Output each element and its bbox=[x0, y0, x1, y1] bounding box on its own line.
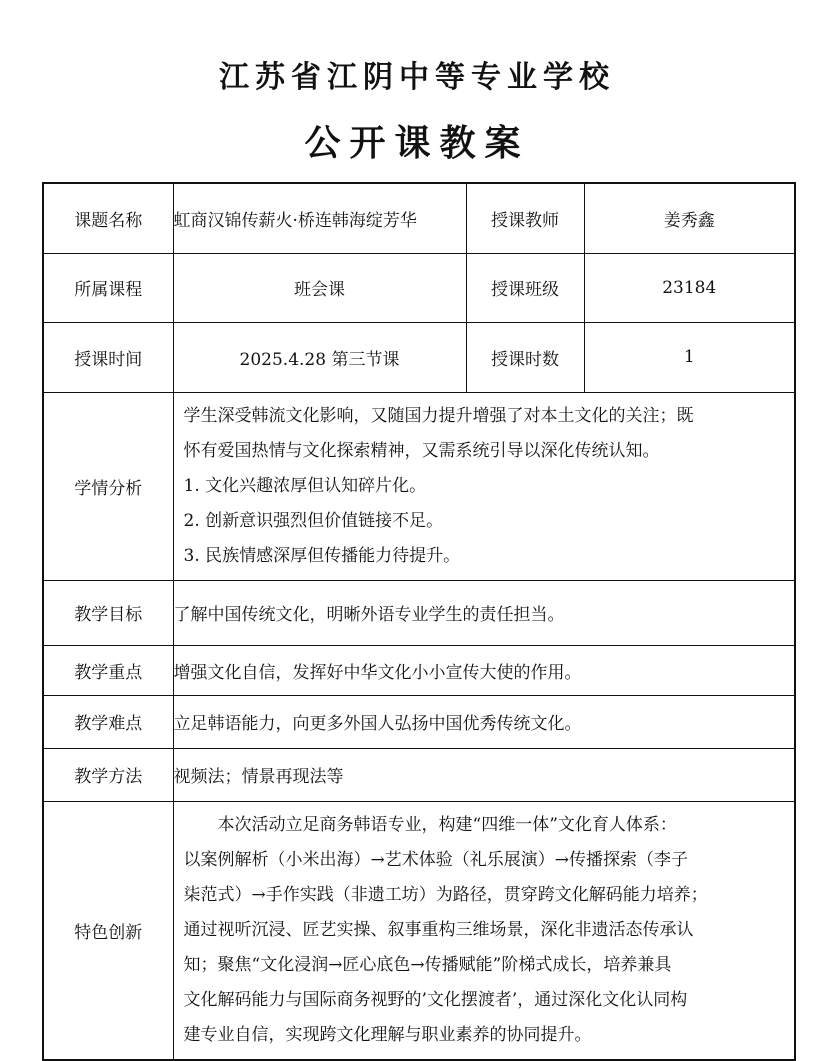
analysis-line: 2. 创新意识强烈但价值链接不足。 bbox=[183, 510, 444, 531]
difficulty-label: 教学难点 bbox=[43, 695, 173, 748]
innovation-line: 以案例解析（小米出海）→艺术体验（礼乐展演）→传播探索（李子 bbox=[183, 849, 688, 870]
row-course bbox=[43, 253, 795, 322]
row-time bbox=[43, 322, 795, 392]
school-title: 江苏省江阴中等专业学校 bbox=[219, 60, 615, 95]
analysis-line: 3. 民族情感深厚但传播能力待提升。 bbox=[183, 545, 461, 566]
innovation-line: 通过视听沉浸、匠艺实操、叙事重构三维场景，深化非遗活态传承认 bbox=[183, 919, 694, 940]
row-key-point bbox=[43, 645, 795, 695]
row-method bbox=[43, 748, 795, 801]
row-goal bbox=[43, 580, 795, 645]
teacher-value: 姜秀鑫 bbox=[584, 183, 795, 253]
hours-value: 1 bbox=[584, 322, 795, 392]
analysis-line: 怀有爱国热情与文化探索精神，又需系统引导以深化传统认知。 bbox=[183, 440, 660, 461]
innovation-line: 建专业自信，实现跨文化理解与职业素养的协同提升。 bbox=[183, 1024, 592, 1045]
time-value: 2025.4.28 第三节课 bbox=[173, 322, 466, 392]
analysis-label: 学情分析 bbox=[43, 392, 173, 580]
course-value: 班会课 bbox=[173, 253, 466, 322]
topic-label: 课题名称 bbox=[43, 183, 173, 253]
row-innovation bbox=[43, 801, 795, 1060]
course-label: 所属课程 bbox=[43, 253, 173, 322]
document-title: 公开课教案 bbox=[304, 123, 530, 164]
class-label: 授课班级 bbox=[466, 253, 584, 322]
goal-label: 教学目标 bbox=[43, 580, 173, 645]
key-point-label: 教学重点 bbox=[43, 645, 173, 695]
analysis-line: 学生深受韩流文化影响，又随国力提升增强了对本土文化的关注；既 bbox=[183, 405, 694, 426]
key-point-value: 增强文化自信，发挥好中华文化小小宣传大使的作用。 bbox=[173, 645, 795, 695]
row-difficulty bbox=[43, 695, 795, 748]
analysis-content bbox=[173, 392, 795, 580]
difficulty-value: 立足韩语能力，向更多外国人弘扬中国优秀传统文化。 bbox=[173, 695, 795, 748]
goal-value: 了解中国传统文化，明晰外语专业学生的责任担当。 bbox=[173, 580, 795, 645]
innovation-line: 柒范式）→手作实践（非遗工坊）为路径，贯穿跨文化解码能力培养； bbox=[183, 884, 708, 905]
method-value: 视频法；情景再现法等 bbox=[173, 748, 795, 801]
hours-label: 授课时数 bbox=[466, 322, 584, 392]
topic-value: 虹商汉锦传薪火·桥连韩海绽芳华 bbox=[173, 183, 466, 253]
analysis-line: 1. 文化兴趣浓厚但认知碎片化。 bbox=[183, 475, 427, 496]
row-topic bbox=[43, 183, 795, 253]
innovation-line: 本次活动立足商务韩语专业，构建“四维一体”文化育人体系： bbox=[217, 814, 677, 835]
method-label: 教学方法 bbox=[43, 748, 173, 801]
innovation-label: 特色创新 bbox=[43, 801, 173, 1060]
innovation-content bbox=[173, 801, 795, 1060]
time-label: 授课时间 bbox=[43, 322, 173, 392]
teacher-label: 授课教师 bbox=[466, 183, 584, 253]
innovation-line: 知；聚焦“文化浸润→匠心底色→传播赋能”阶梯式成长，培养兼具 bbox=[183, 954, 672, 975]
row-analysis bbox=[43, 392, 795, 580]
class-value: 23184 bbox=[584, 253, 795, 322]
lesson-plan-table bbox=[42, 182, 796, 1061]
innovation-line: 文化解码能力与国际商务视野的’文化摆渡者’，通过深化文化认同构 bbox=[183, 989, 688, 1010]
